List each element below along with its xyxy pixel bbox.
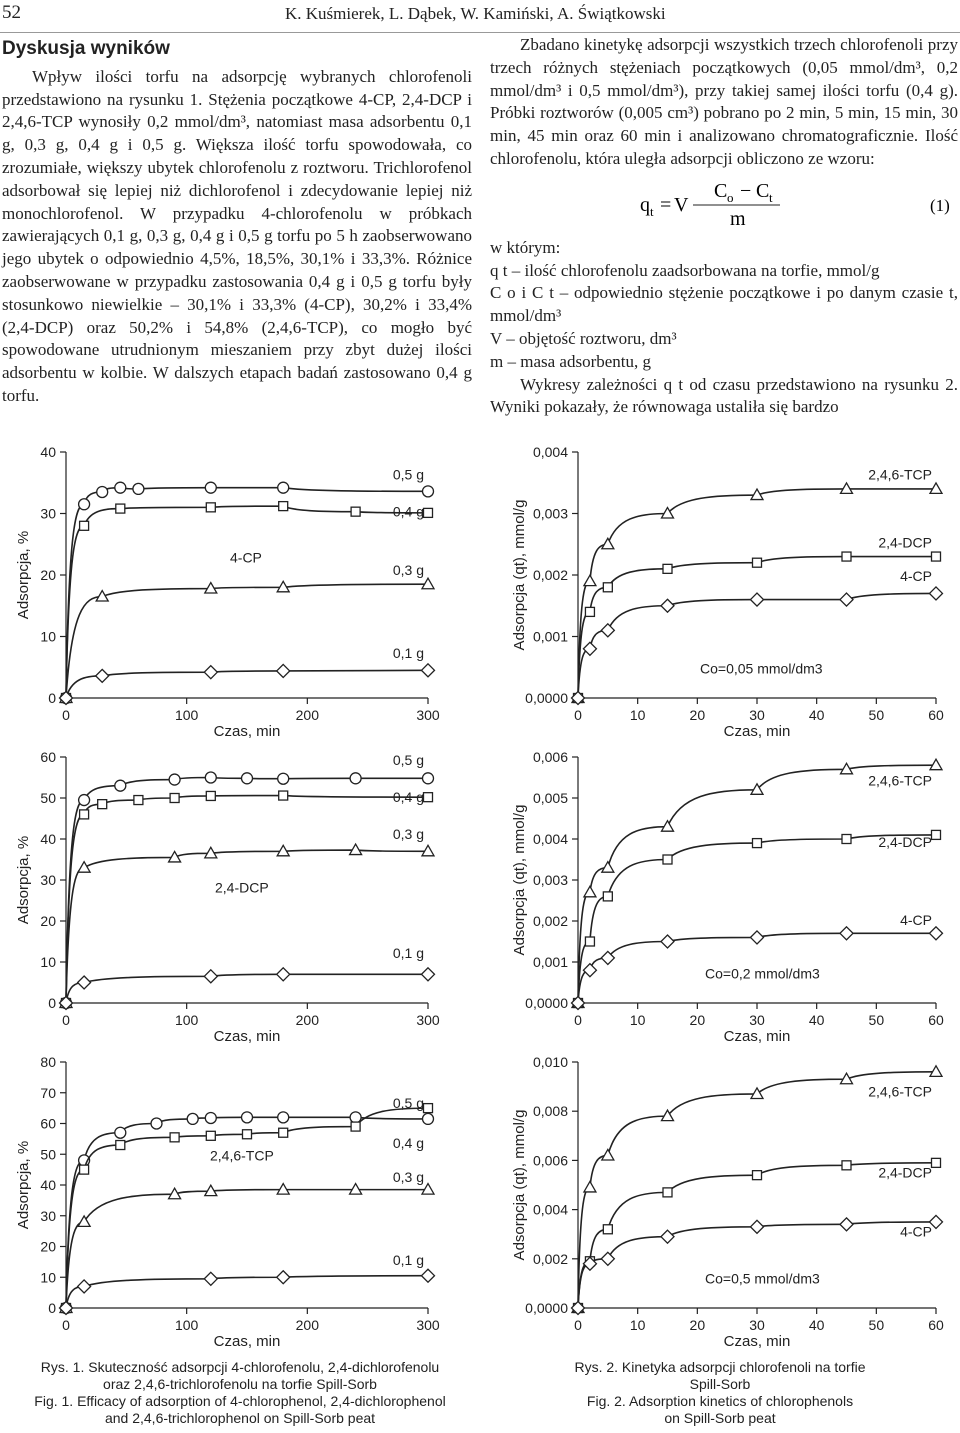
data-point — [243, 1130, 252, 1139]
definition-qt: q t – ilość chlorofenolu zaadsorbowana na torfie, mmol/g — [490, 260, 880, 280]
data-point — [424, 1104, 433, 1113]
where-text: w którym: — [490, 237, 561, 257]
data-point — [753, 558, 762, 567]
definition-co-ct: C o i C t – odpowiednio stężenie początkowe i po danym czasie t, mmol/dm³ — [490, 283, 958, 326]
x-tick-label: 100 — [174, 707, 199, 723]
y-tick-label: 0,003 — [532, 505, 568, 522]
data-point — [930, 927, 943, 940]
x-tick-label: 300 — [416, 707, 440, 723]
section-title: Dyskusja wyników — [2, 38, 170, 59]
series-label: 0,1 g — [392, 944, 424, 961]
data-point — [840, 1218, 853, 1231]
figure-1-caption-pl-1: Rys. 1. Skuteczność adsorpcji 4-chlorofenolu, 2,4-dichlorofenolu — [40, 1359, 440, 1375]
y-axis-label: Adsorpcja (qt), mmol/g — [511, 804, 528, 956]
series-label: 0,1 g — [392, 1251, 424, 1268]
left-column — [2, 34, 472, 408]
y-tick-label: 0,004 — [532, 444, 568, 460]
data-point — [602, 862, 614, 873]
series-0-1-g — [60, 1252, 435, 1315]
x-tick-label: 50 — [868, 1012, 885, 1028]
data-point — [205, 772, 216, 783]
y-tick-label: 20 — [40, 913, 56, 929]
y-tick-label: 0,002 — [532, 1250, 568, 1267]
data-point — [603, 1225, 612, 1234]
data-point — [116, 1141, 125, 1150]
data-point — [169, 774, 180, 785]
x-tick-label: 300 — [416, 1317, 440, 1333]
x-tick-label: 40 — [808, 1317, 825, 1333]
data-point — [204, 666, 217, 679]
data-point — [242, 773, 253, 784]
y-tick-label: 80 — [40, 1054, 56, 1070]
x-tick-label: 60 — [928, 1012, 944, 1028]
x-tick-label: 40 — [808, 707, 825, 723]
y-tick-label: 20 — [40, 1238, 56, 1255]
data-point — [585, 937, 594, 946]
data-point — [115, 482, 126, 493]
figure-1-caption-pl-2: oraz 2,4,6-trichlorofenolu na torfie Spill-Sorb — [103, 1376, 377, 1392]
data-point — [79, 499, 90, 510]
data-point — [661, 935, 674, 948]
data-point — [601, 1252, 614, 1265]
running-head: K. Kuśmierek, L. Dąbek, W. Kamiński, A. Świątkowski — [285, 4, 666, 23]
data-point — [585, 607, 594, 616]
x-tick-label: 100 — [174, 1317, 199, 1333]
data-point — [422, 968, 435, 981]
data-point — [423, 1113, 434, 1124]
data-point — [661, 1230, 674, 1243]
x-axis-label: Czas, min — [723, 723, 791, 740]
x-tick-label: 30 — [749, 1317, 765, 1333]
data-point — [278, 773, 289, 784]
definition-v: V – objętość roztworu, dm³ — [490, 328, 677, 348]
data-point — [662, 821, 674, 832]
data-point — [603, 892, 612, 901]
series-label: 4-CP — [900, 912, 932, 929]
y-tick-label: 0,001 — [532, 628, 568, 645]
y-tick-label: 50 — [40, 790, 56, 806]
formula-co: C — [714, 179, 728, 202]
y-tick-label: 0 — [48, 1300, 56, 1316]
data-point — [601, 624, 614, 637]
x-axis-label: Czas, min — [723, 1028, 791, 1045]
chart-annotation: 2,4,6-TCP — [210, 1147, 274, 1164]
chart-kinetics-05 — [480, 1050, 960, 1355]
data-point — [205, 1112, 216, 1123]
data-point — [842, 1161, 851, 1170]
series-0-1-g — [60, 645, 435, 704]
data-point — [278, 482, 289, 493]
data-point — [663, 564, 672, 573]
series-label: 0,4 g — [392, 1135, 424, 1152]
page-header — [0, 0, 960, 33]
y-axis-label: Adsorpcja (qt), mmol/g — [511, 1109, 528, 1261]
x-tick-label: 30 — [749, 1012, 765, 1028]
data-point — [115, 780, 126, 791]
series-label: 2,4,6-TCP — [868, 1083, 932, 1100]
data-point — [133, 483, 144, 494]
data-point — [932, 830, 941, 839]
data-point — [422, 1269, 435, 1282]
data-point — [79, 795, 90, 806]
series-label: 4-CP — [900, 568, 932, 585]
chart-annotation: Co=0,05 mmol/dm3 — [700, 660, 823, 677]
series-4-cp — [572, 912, 943, 1009]
figure-2-caption-en-1: Fig. 2. Adsorption kinetics of chlorophenols — [586, 1393, 854, 1409]
series-label: 2,4-DCP — [878, 534, 932, 551]
data-point — [584, 886, 596, 897]
y-tick-label: 50 — [40, 1146, 56, 1163]
x-tick-label: 200 — [295, 707, 320, 723]
data-point — [187, 1113, 198, 1124]
series-label: 0,5 g — [392, 752, 424, 769]
data-point — [753, 1171, 762, 1180]
series-4-cp — [572, 1215, 943, 1314]
right-paragraph-2: Wykresy zależności q t od czasu przedstawiono na rysunku 2. Wyniki pokazały, że równowaga ustaliła się bardzo — [490, 374, 958, 417]
data-point — [204, 1272, 217, 1285]
y-tick-label: 0,0000 — [525, 995, 568, 1011]
figure-1-caption — [0, 1359, 480, 1427]
y-tick-label: 0,008 — [532, 1103, 568, 1120]
data-point — [583, 964, 596, 977]
x-tick-label: 0 — [574, 1012, 582, 1028]
series-label: 0,1 g — [392, 645, 424, 662]
series-label: 0,3 g — [392, 826, 424, 842]
figure-2-caption-pl-1: Rys. 2. Kinetyka adsorpcji chlorofenoli na torfie — [574, 1359, 866, 1375]
data-point — [206, 503, 215, 512]
y-tick-label: 0 — [48, 690, 56, 706]
series-curve — [66, 1190, 428, 1308]
y-axis-label: Adsorpcja, % — [15, 1140, 32, 1230]
data-point — [930, 587, 943, 600]
y-tick-label: 0,002 — [532, 567, 568, 583]
formula-equals: = — [660, 193, 672, 216]
series-label: 2,4-DCP — [878, 834, 932, 851]
data-point — [134, 796, 143, 805]
series-curve — [66, 1276, 428, 1308]
chart-annotation: Co=0,2 mmol/dm3 — [705, 965, 820, 982]
series-label: 0,5 g — [392, 466, 424, 483]
y-tick-label: 0,001 — [532, 954, 568, 970]
data-point — [277, 1271, 290, 1284]
y-tick-label: 40 — [40, 831, 56, 847]
series-curve — [66, 850, 428, 1003]
series-curve — [66, 584, 428, 698]
formula-co-sub: o — [727, 189, 734, 205]
x-tick-label: 0 — [62, 1317, 70, 1333]
series-curve — [578, 593, 936, 698]
data-point — [277, 664, 290, 677]
left-paragraph: Wpływ ilości torfu na adsorpcję wybranych chlorofenoli przedstawiono na rysunku 1. Stężenia początkowe 4-CP, 2,4-DCP i 2,4,6-TCP wynosiły 0,2 mmol/dm³, natomiast masa adsorbentu 0,1 g, 0,3 g, 0,4 g i 0,5 g. Większa ilość torfu spowodowała, co zrozumiałe, większy ubytek chlorofenolu z roztworu. Trichlorofenol adsorbował się lepiej niż dichlorofenol i zdecydowanie lepiej niż monochlorofenol. W przypadku 4-chlorofenolu w próbkach zawierających 0,1 g, 0,3 g, 0,4 g i 0,5 g torfu po 5 h zaobserwowano jego ubytek o odpowiednio 4,5%, 18,5%, 30,1% i 33,3%. Różnice zaobserwowane w przypadku zastosowania 0,4 g i 0,5 g torfu były stosunkowo niewielkie – 30,1% i 33,3% (4-CP), 30,2% i 33,4% (2,4-DCP) oraz 50,2% i 54,8% (2,4,6-TCP), co mogło być spowodowane utrudnionym mieszaniem przy zbyt dużej ilości adsorbentu w kolbie. W dalszych etapach badań zastosowano 0,4 g torfu. — [2, 66, 472, 405]
series-4-cp — [572, 568, 943, 704]
data-point — [602, 538, 614, 549]
data-point — [423, 486, 434, 497]
data-point — [242, 1112, 253, 1123]
x-tick-label: 50 — [868, 1317, 885, 1333]
x-tick-label: 50 — [868, 707, 885, 723]
y-tick-label: 60 — [40, 1115, 56, 1132]
y-tick-label: 10 — [40, 628, 56, 645]
x-tick-label: 100 — [174, 1012, 199, 1028]
data-point — [151, 1118, 162, 1129]
y-tick-label: 0 — [48, 995, 56, 1011]
definition-m: m – masa adsorbentu, g — [490, 351, 651, 371]
series-0-1-g — [60, 945, 435, 1010]
right-paragraph-1: Zbadano kinetykę adsorpcji wszystkich trzech chlorofenoli przy trzech różnych stężeniach początkowych (0,05 mmol/dm³, 0,2 mmol/dm³ i 0,5 mmol/dm³), przy takiej samej ilości torfu (0,4 g). Próbki roztworów (0,005 cm³) pobrano po 2 min, 5 min, 15 min, 30 min, 45 min oraz 60 min i analizowano chromatograficznie. Ilość chlorofenolu, która uległa adsorpcji obliczono ze wzoru: — [490, 35, 958, 168]
data-point — [278, 1112, 289, 1123]
data-point — [80, 521, 89, 530]
data-point — [170, 794, 179, 803]
y-tick-label: 40 — [40, 444, 56, 460]
data-point — [351, 507, 360, 516]
x-tick-label: 0 — [62, 707, 70, 723]
x-tick-label: 10 — [629, 1317, 646, 1333]
series-label: 0,3 g — [392, 562, 424, 578]
x-tick-label: 0 — [574, 1317, 582, 1333]
data-point — [80, 810, 89, 819]
data-point — [661, 599, 674, 612]
series-0-3-g — [60, 1169, 434, 1313]
formula-m: m — [730, 207, 746, 230]
formula-ct: C — [756, 179, 770, 202]
series-2-4-dcp — [574, 1158, 941, 1312]
series-label: 0,4 g — [392, 789, 424, 806]
chart-kinetics-02 — [480, 745, 960, 1045]
data-point — [115, 1127, 126, 1138]
data-point — [751, 593, 764, 606]
series-curve — [578, 1222, 936, 1308]
y-tick-label: 40 — [40, 1177, 56, 1193]
figure-2-caption-en-2: on Spill-Sorb peat — [664, 1410, 776, 1426]
series-curve — [66, 503, 428, 698]
y-tick-label: 10 — [40, 954, 56, 970]
y-tick-label: 0,0000 — [525, 1300, 568, 1316]
figure-2-caption-pl-2: Spill-Sorb — [689, 1376, 751, 1392]
data-point — [351, 1122, 360, 1131]
data-point — [424, 508, 433, 517]
y-axis-label: Adsorpcja, % — [15, 835, 32, 925]
data-point — [170, 1133, 179, 1142]
x-tick-label: 10 — [629, 1012, 646, 1028]
right-column — [490, 34, 958, 419]
series-label: 2,4,6-TCP — [868, 772, 932, 789]
x-tick-label: 300 — [416, 1012, 440, 1028]
formula-q-sub: t — [650, 203, 654, 219]
data-point — [279, 791, 288, 800]
chart-annotation: 2,4-DCP — [215, 879, 269, 896]
series-0-4-g — [62, 502, 433, 703]
chart-kinetics-005 — [480, 440, 960, 740]
y-axis-label: Adsorpcja, % — [15, 530, 32, 620]
data-point — [206, 1131, 215, 1140]
data-point — [842, 552, 851, 561]
data-point — [97, 486, 108, 497]
chart-246tcp-adsorption — [0, 1050, 480, 1355]
formula-v: V — [674, 193, 689, 216]
data-point — [206, 791, 215, 800]
data-point — [279, 1128, 288, 1137]
data-point — [602, 1149, 614, 1160]
data-point — [350, 773, 361, 784]
data-point — [80, 1165, 89, 1174]
data-point — [116, 504, 125, 513]
x-tick-label: 0 — [574, 707, 582, 723]
y-axis-label: Adsorpcja (qt), mmol/g — [511, 499, 528, 651]
y-tick-label: 10 — [40, 1269, 56, 1286]
y-tick-label: 0,006 — [532, 749, 568, 765]
data-point — [751, 1220, 764, 1233]
data-point — [840, 593, 853, 606]
x-tick-label: 60 — [928, 707, 944, 723]
x-tick-label: 40 — [808, 1012, 825, 1028]
x-tick-label: 200 — [295, 1317, 320, 1333]
series-label: 4-CP — [900, 1223, 932, 1240]
y-tick-label: 0,010 — [532, 1054, 568, 1070]
chart-annotation: 4-CP — [230, 549, 262, 566]
data-point — [204, 970, 217, 983]
x-tick-label: 20 — [689, 1012, 706, 1028]
series-curve — [66, 796, 428, 1003]
data-point — [78, 1216, 90, 1227]
x-tick-label: 60 — [928, 1317, 944, 1333]
series-label: 2,4-DCP — [878, 1164, 932, 1181]
data-point — [96, 669, 109, 682]
data-point — [424, 793, 433, 802]
series-0-3-g — [60, 562, 434, 703]
data-point — [277, 968, 290, 981]
x-tick-label: 20 — [689, 707, 706, 723]
data-point — [663, 855, 672, 864]
data-point — [932, 1158, 941, 1167]
data-point — [603, 583, 612, 592]
data-point — [583, 642, 596, 655]
y-tick-label: 0,004 — [532, 1201, 568, 1218]
chart-annotation: Co=0,5 mmol/dm3 — [705, 1270, 820, 1287]
y-tick-label: 60 — [40, 749, 56, 765]
y-tick-label: 30 — [40, 505, 56, 522]
data-point — [279, 502, 288, 511]
figure-1-caption-en-2: and 2,4,6-trichlorophenol on Spill-Sorb peat — [104, 1410, 376, 1426]
x-axis-label: Czas, min — [723, 1333, 791, 1350]
series-2-4-dcp — [574, 534, 941, 702]
data-point — [584, 575, 596, 586]
series-curve — [578, 557, 936, 698]
y-tick-label: 0,0000 — [525, 690, 568, 706]
equation-1 — [490, 175, 958, 231]
x-axis-label: Czas, min — [213, 723, 281, 740]
data-point — [663, 1188, 672, 1197]
y-tick-label: 0,002 — [532, 913, 568, 929]
data-point — [78, 1280, 91, 1293]
data-point — [753, 839, 762, 848]
formula-minus: − — [740, 179, 752, 202]
series-curve — [66, 974, 428, 1003]
data-point — [423, 773, 434, 784]
series-label: 0,5 g — [392, 1095, 424, 1112]
x-tick-label: 30 — [749, 707, 765, 723]
formula-q: q — [640, 193, 650, 216]
y-tick-label: 0,003 — [532, 872, 568, 888]
y-tick-label: 0,004 — [532, 831, 568, 847]
y-tick-label: 20 — [40, 567, 56, 583]
chart-24dcp-adsorption — [0, 745, 480, 1045]
x-tick-label: 200 — [295, 1012, 320, 1028]
series-curve — [66, 670, 428, 698]
data-point — [78, 976, 91, 989]
x-tick-label: 20 — [689, 1317, 706, 1333]
y-tick-label: 0,006 — [532, 1152, 568, 1169]
series-label: 2,4,6-TCP — [868, 466, 932, 483]
data-point — [842, 835, 851, 844]
x-tick-label: 0 — [62, 1012, 70, 1028]
y-tick-label: 30 — [40, 1207, 56, 1224]
x-axis-label: Czas, min — [213, 1333, 281, 1350]
y-tick-label: 70 — [40, 1084, 56, 1101]
data-point — [422, 664, 435, 677]
chart-4cp-adsorption — [0, 440, 480, 740]
x-tick-label: 10 — [629, 707, 646, 723]
x-axis-label: Czas, min — [213, 1028, 281, 1045]
page-number: 52 — [2, 2, 21, 23]
formula-ct-sub: t — [769, 189, 773, 205]
data-point — [751, 931, 764, 944]
figure-1-caption-en-1: Fig. 1. Efficacy of adsorption of 4-chlorophenol, 2,4-dichlorophenol — [34, 1393, 446, 1409]
series-0-3-g — [60, 826, 434, 1008]
series-label: 0,3 g — [392, 1168, 424, 1185]
data-point — [78, 862, 90, 873]
data-point — [840, 927, 853, 940]
series-label: 0,4 g — [392, 503, 424, 520]
equation-number: (1) — [930, 195, 950, 215]
data-point — [98, 800, 107, 809]
y-tick-label: 30 — [40, 872, 56, 888]
data-point — [584, 1181, 596, 1192]
y-tick-label: 0,005 — [532, 790, 568, 806]
data-point — [932, 552, 941, 561]
data-point — [205, 482, 216, 493]
figure-2-caption — [480, 1359, 960, 1427]
